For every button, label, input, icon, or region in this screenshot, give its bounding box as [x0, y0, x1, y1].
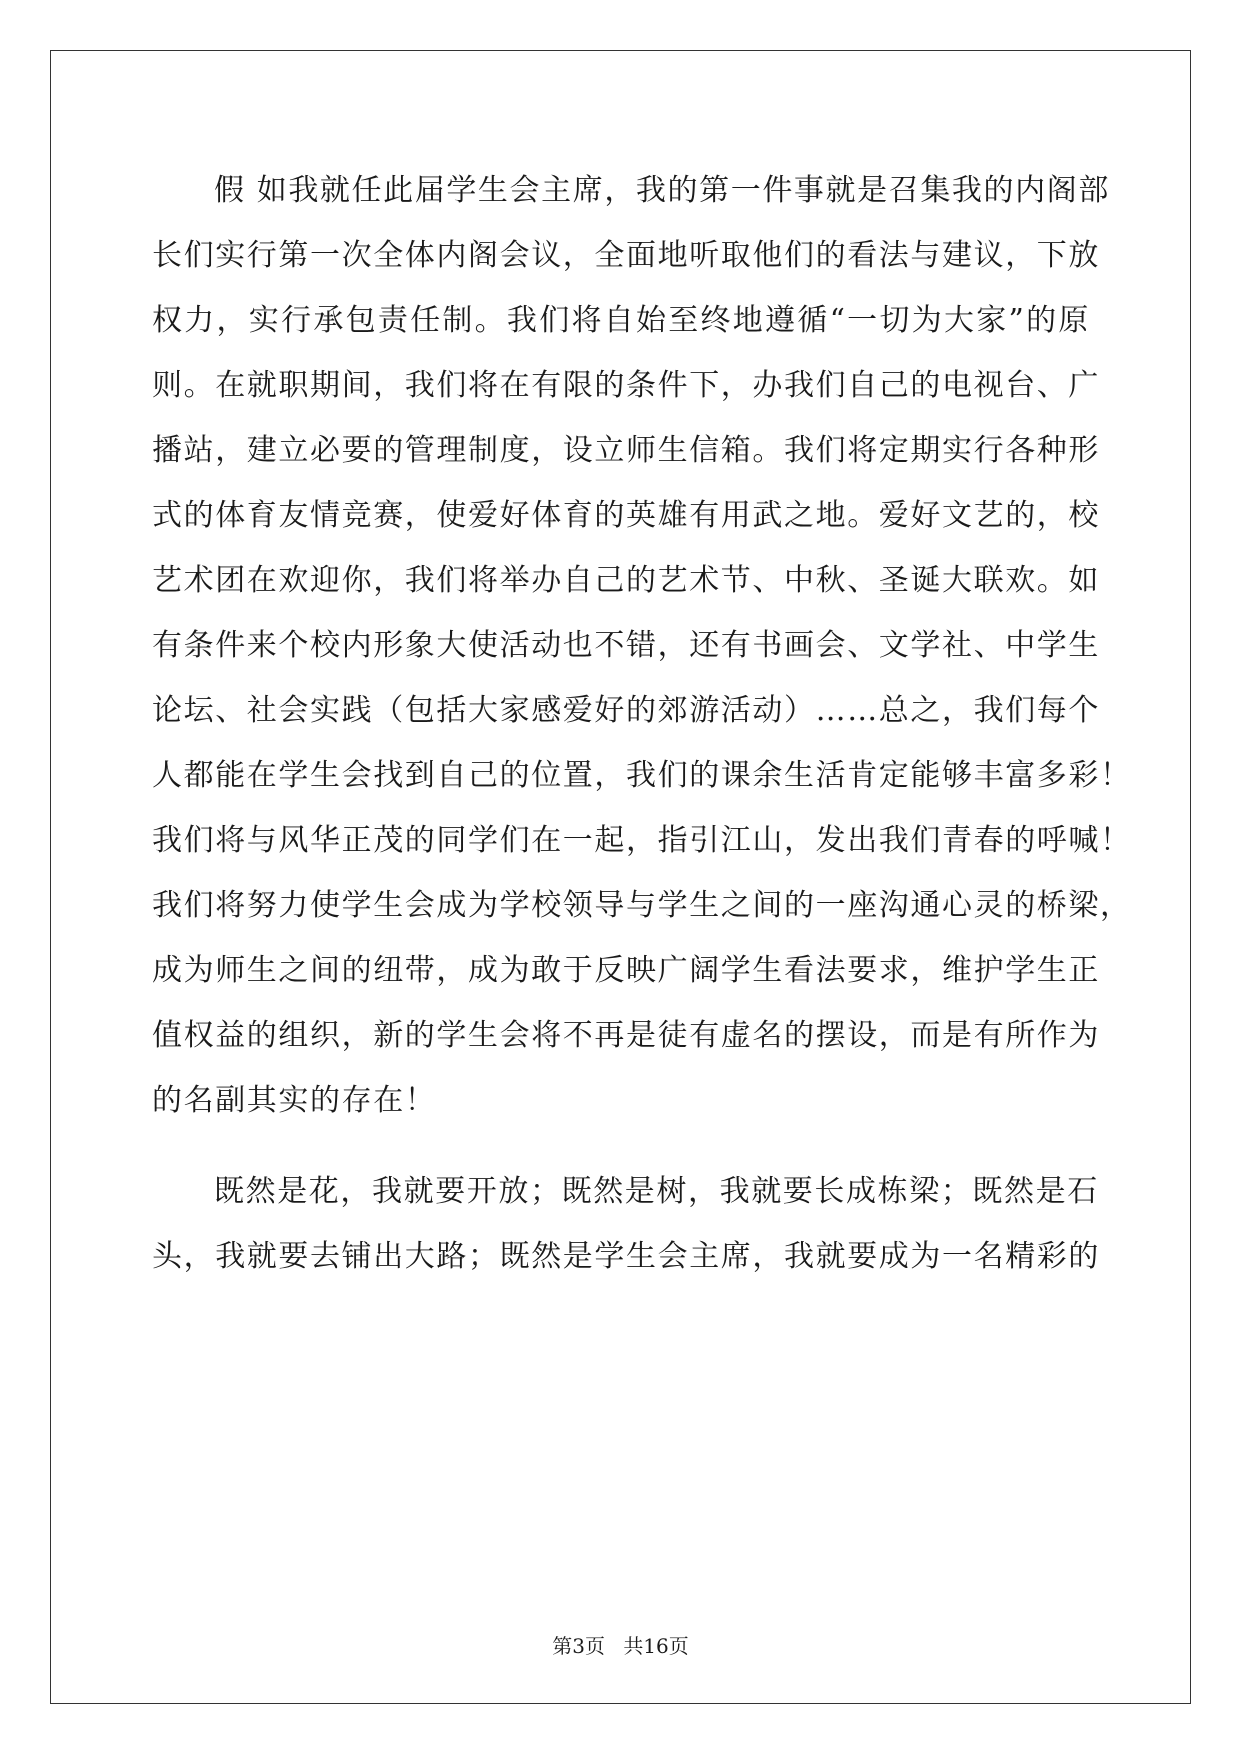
document-body: [152, 158, 1132, 1289]
text-line: 既然是花，我就要开放；既然是树，我就要长成栋梁；既然是石: [214, 1174, 1099, 1209]
text-line: 的名副其实的存在！: [152, 1083, 437, 1118]
text-line: 艺术团在欢迎你，我们将举办自己的艺术节、中秋、圣诞大联欢。如: [152, 563, 1100, 598]
text-line: 我们将与风华正茂的同学们在一起，指引江山，发出我们青春的呼喊！: [152, 823, 1132, 858]
text-line: 播站，建立必要的管理制度，设立师生信箱。我们将定期实行各种形: [152, 433, 1100, 468]
text-line: 式的体育友情竞赛，使爱好体育的英雄有用武之地。爱好文艺的，校: [152, 498, 1100, 533]
paragraph-spacer: [152, 1133, 1090, 1159]
page-total: 共16页: [623, 1634, 689, 1658]
text-line: 成为师生之间的纽带，成为敢于反映广阔学生看法要求，维护学生正: [152, 953, 1100, 988]
text-line: 人都能在学生会找到自己的位置，我们的课余生活肯定能够丰富多彩！: [152, 758, 1132, 793]
text-line: 假 如我就任此届学生会主席，我的第一件事就是召集我的内阁部: [214, 173, 1110, 208]
text-line: 值权益的组织，新的学生会将不再是徒有虚名的摆设，而是有所作为: [152, 1018, 1100, 1053]
paragraph-2: [152, 1159, 1100, 1289]
text-line: 权力，实行承包责任制。我们将自始至终地遵循“一切为大家”的原: [152, 303, 1090, 338]
text-line: 则。在就职期间，我们将在有限的条件下，办我们自己的电视台、广: [152, 368, 1100, 403]
text-line: 有条件来个校内形象大使活动也不错，还有书画会、文学社、中学生: [152, 628, 1100, 663]
page-number: 第3页: [552, 1634, 605, 1658]
text-line: 我们将努力使学生会成为学校领导与学生之间的一座沟通心灵的桥梁，: [152, 888, 1132, 923]
paragraph-1: [152, 158, 1132, 1133]
text-line: 论坛、社会实践（包括大家感爱好的郊游活动）……总之，我们每个: [152, 693, 1100, 728]
text-line: 头，我就要去铺出大路；既然是学生会主席，我就要成为一名精彩的: [152, 1239, 1100, 1274]
text-line: 长们实行第一次全体内阁会议，全面地听取他们的看法与建议，下放: [152, 238, 1100, 273]
page-footer: [0, 1630, 1241, 1659]
